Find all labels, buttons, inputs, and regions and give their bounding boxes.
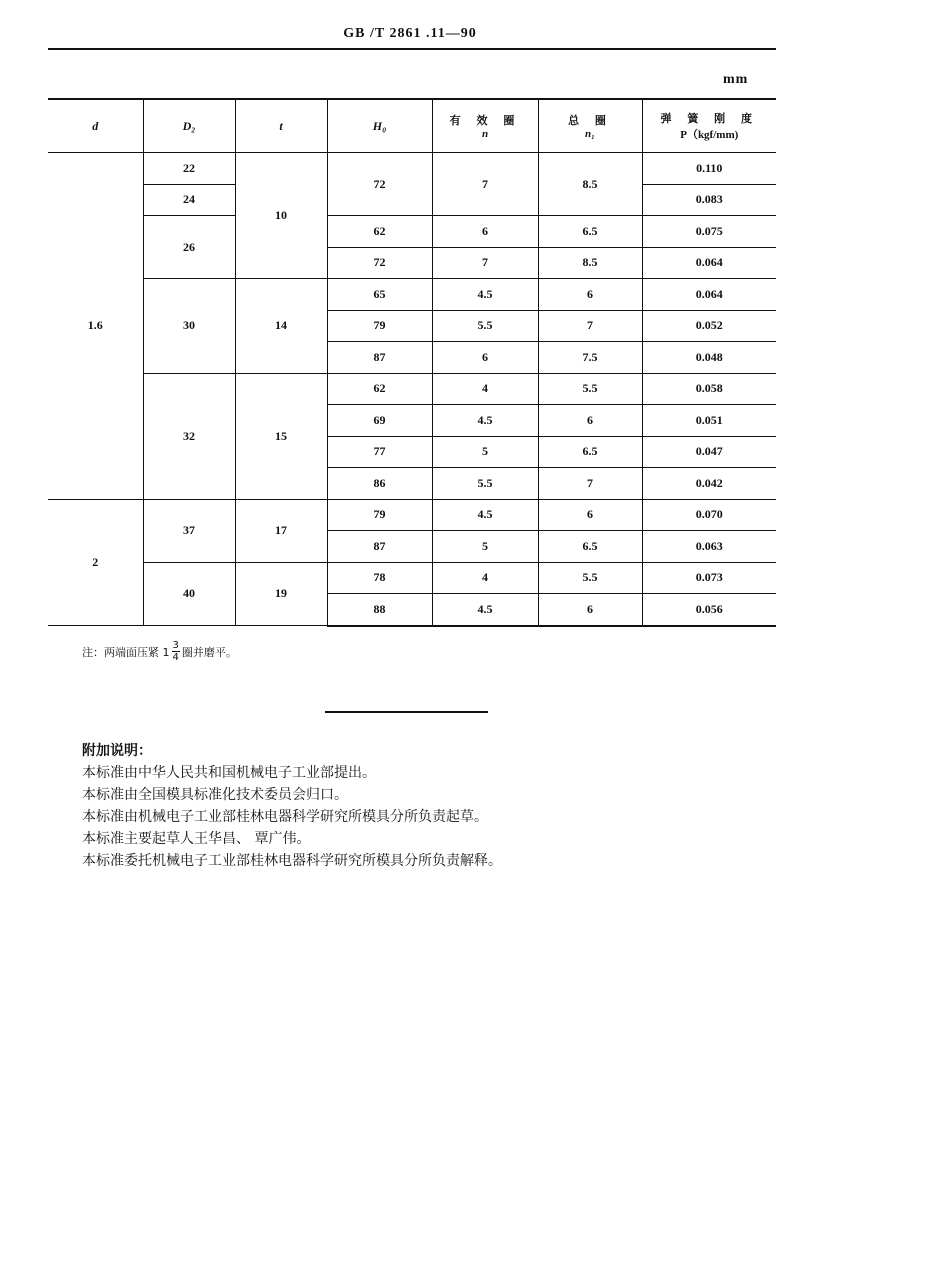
table-row: [48, 153, 776, 185]
cell-P: 0.064: [642, 247, 776, 279]
additional-note-line: 本标准由中华人民共和国机械电子工业部提出。: [82, 765, 376, 781]
cell-n1: 5.5: [538, 373, 642, 405]
cell-D2: 26: [143, 216, 235, 279]
note-suffix: 圈并磨平。: [181, 645, 237, 659]
cell-n: 4.5: [432, 279, 538, 311]
cell-P: 0.110: [642, 153, 776, 185]
cell-n: 6: [432, 216, 538, 248]
cell-t: 14: [235, 279, 327, 374]
additional-note-line: 本标准由全国模具标准化技术委员会归口。: [82, 787, 348, 803]
cell-P: 0.052: [642, 310, 776, 342]
table-row: [48, 562, 776, 594]
cell-H0: 79: [327, 499, 432, 531]
cell-P: 0.063: [642, 531, 776, 563]
cell-n: 7: [432, 247, 538, 279]
header-d: d: [48, 99, 143, 153]
additional-note-line: 本标准主要起草人王华昌、 覃广伟。: [82, 831, 311, 847]
additional-note-line: 本标准由机械电子工业部桂林电器科学研究所模具分所负责起草。: [82, 809, 488, 825]
cell-P: 0.047: [642, 436, 776, 468]
cell-D2: 37: [143, 499, 235, 562]
cell-P: 0.073: [642, 562, 776, 594]
cell-H0: 62: [327, 216, 432, 248]
cell-P: 0.056: [642, 594, 776, 626]
fraction-denominator: 4: [172, 652, 179, 663]
header-D2: D₂: [143, 99, 235, 153]
cell-t: 10: [235, 153, 327, 279]
header-rule: [48, 48, 776, 50]
cell-P: 0.064: [642, 279, 776, 311]
header-n1-label: 总 圈: [568, 114, 612, 127]
header-n1: [538, 99, 642, 153]
spring-spec-table: [48, 98, 776, 627]
cell-P: 0.051: [642, 405, 776, 437]
cell-n1: 6: [538, 405, 642, 437]
cell-n: 5: [432, 531, 538, 563]
cell-t: 17: [235, 499, 327, 562]
note-fraction: [172, 640, 180, 663]
cell-H0: 87: [327, 342, 432, 374]
cell-D2: 30: [143, 279, 235, 374]
cell-n1: 8.5: [538, 153, 642, 216]
header-n1-symbol: n₁: [585, 128, 595, 140]
unit-label: mm: [723, 72, 749, 87]
table-row: [48, 279, 776, 311]
cell-P: 0.070: [642, 499, 776, 531]
cell-n1: 6: [538, 594, 642, 626]
header-n: [432, 99, 538, 153]
cell-d: 2: [48, 499, 143, 626]
cell-n1: 6: [538, 499, 642, 531]
cell-n: 6: [432, 342, 538, 374]
additional-notes-title: 附加说明：: [82, 743, 152, 759]
cell-n1: 5.5: [538, 562, 642, 594]
note-prefix: 注：两端面压紧 1: [82, 645, 170, 659]
cell-n1: 7: [538, 468, 642, 500]
cell-D2: 22: [143, 153, 235, 185]
header-n-symbol: n: [481, 128, 489, 140]
cell-n1: 6.5: [538, 436, 642, 468]
cell-t: 19: [235, 562, 327, 626]
cell-n: 7: [432, 153, 538, 216]
cell-n1: 8.5: [538, 247, 642, 279]
cell-H0: 86: [327, 468, 432, 500]
cell-n: 4: [432, 373, 538, 405]
table-note: [82, 640, 237, 663]
cell-n1: 6.5: [538, 216, 642, 248]
cell-P: 0.083: [642, 184, 776, 216]
cell-H0: 72: [327, 247, 432, 279]
cell-H0: 79: [327, 310, 432, 342]
cell-H0: 87: [327, 531, 432, 563]
cell-n: 4.5: [432, 405, 538, 437]
table-row: [48, 373, 776, 405]
table-row: [48, 216, 776, 248]
fraction-numerator: 3: [172, 640, 179, 651]
cell-P: 0.048: [642, 342, 776, 374]
cell-H0: 72: [327, 153, 432, 216]
cell-H0: 65: [327, 279, 432, 311]
header-H0: H₀: [327, 99, 432, 153]
header-P-label: 弹 簧 刚 度: [660, 112, 758, 125]
cell-n1: 6.5: [538, 531, 642, 563]
cell-n1: 7.5: [538, 342, 642, 374]
table-row: [48, 499, 776, 531]
cell-n: 4.5: [432, 499, 538, 531]
header-t: t: [235, 99, 327, 153]
cell-H0: 69: [327, 405, 432, 437]
cell-n: 4: [432, 562, 538, 594]
cell-D2: 40: [143, 562, 235, 626]
cell-P: 0.058: [642, 373, 776, 405]
cell-n: 4.5: [432, 594, 538, 626]
cell-n: 5: [432, 436, 538, 468]
cell-n1: 6: [538, 279, 642, 311]
additional-notes: [82, 740, 502, 872]
additional-note-line: 本标准委托机械电子工业部桂林电器科学研究所模具分所负责解释。: [82, 853, 502, 869]
cell-H0: 77: [327, 436, 432, 468]
cell-D2: 32: [143, 373, 235, 499]
cell-n: 5.5: [432, 310, 538, 342]
cell-P: 0.075: [642, 216, 776, 248]
section-divider: [325, 711, 488, 713]
cell-n1: 7: [538, 310, 642, 342]
cell-H0: 62: [327, 373, 432, 405]
header-P: [642, 99, 776, 153]
cell-H0: 78: [327, 562, 432, 594]
cell-D2: 24: [143, 184, 235, 216]
cell-H0: 88: [327, 594, 432, 626]
cell-P: 0.042: [642, 468, 776, 500]
header-n-label: 有 效 圈: [449, 114, 521, 127]
table-header-row: [48, 99, 776, 153]
header-P-symbol: P（kgf/mm): [680, 129, 739, 141]
document-header: GB /T 2861 .11—90: [343, 26, 477, 41]
cell-t: 15: [235, 373, 327, 499]
cell-d: 1.6: [48, 153, 143, 500]
cell-n: 5.5: [432, 468, 538, 500]
